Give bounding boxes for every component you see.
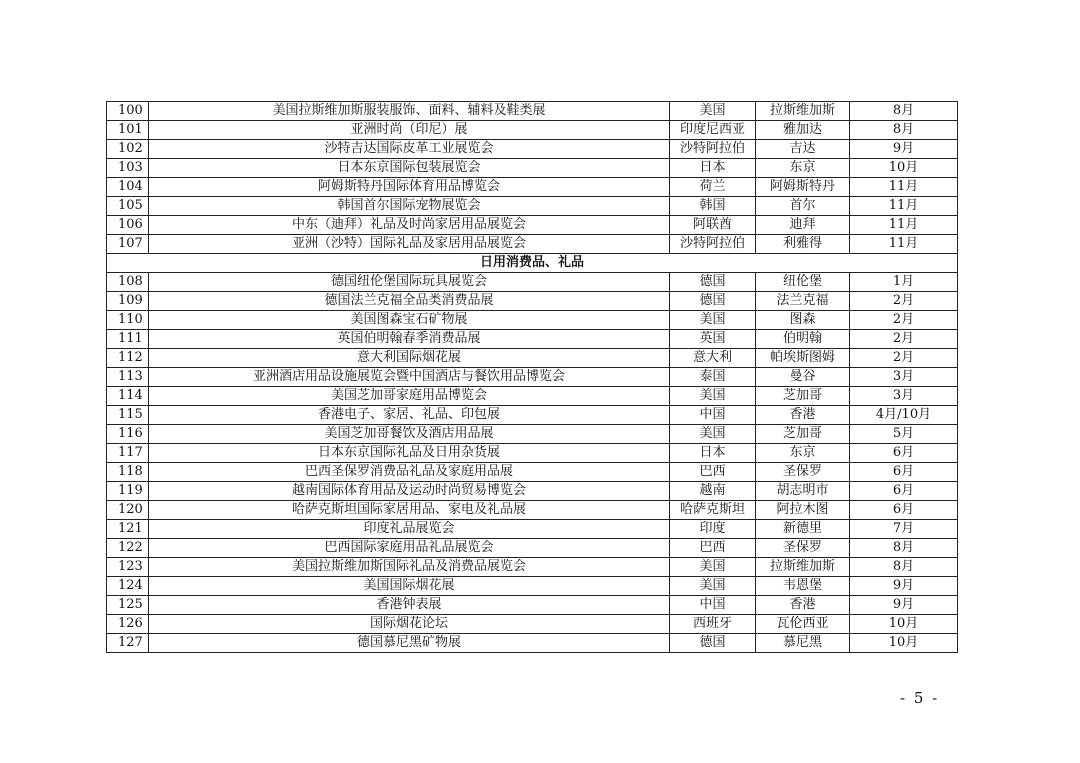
month-cell: 8月 (850, 102, 958, 121)
page-number: - 5 - (900, 689, 940, 707)
exhibition-name: 德国法兰克福全品类消费品展 (149, 292, 670, 311)
month-cell: 9月 (850, 140, 958, 159)
exhibition-name: 亚洲（沙特）国际礼品及家居用品展览会 (149, 235, 670, 254)
country-cell: 沙特阿拉伯 (670, 235, 756, 254)
row-number: 126 (107, 615, 149, 634)
country-cell: 英国 (670, 330, 756, 349)
country-cell: 哈萨克斯坦 (670, 501, 756, 520)
city-cell: 芝加哥 (756, 387, 850, 406)
month-cell: 10月 (850, 159, 958, 178)
row-number: 110 (107, 311, 149, 330)
table-row (107, 444, 958, 463)
table-row (107, 292, 958, 311)
month-cell: 8月 (850, 558, 958, 577)
row-number: 123 (107, 558, 149, 577)
month-cell: 2月 (850, 311, 958, 330)
country-cell: 美国 (670, 311, 756, 330)
exhibition-name: 德国纽伦堡国际玩具展览会 (149, 273, 670, 292)
country-cell: 中国 (670, 596, 756, 615)
city-cell: 曼谷 (756, 368, 850, 387)
row-number: 112 (107, 349, 149, 368)
month-cell: 2月 (850, 292, 958, 311)
row-number: 120 (107, 501, 149, 520)
month-cell: 2月 (850, 330, 958, 349)
exhibition-name: 亚洲酒店用品设施展览会暨中国酒店与餐饮用品博览会 (149, 368, 670, 387)
city-cell: 迪拜 (756, 216, 850, 235)
city-cell: 雅加达 (756, 121, 850, 140)
table-row (107, 311, 958, 330)
exhibition-name: 意大利国际烟花展 (149, 349, 670, 368)
country-cell: 泰国 (670, 368, 756, 387)
month-cell: 3月 (850, 368, 958, 387)
city-cell: 香港 (756, 596, 850, 615)
exhibition-name: 沙特吉达国际皮革工业展览会 (149, 140, 670, 159)
exhibition-name: 美国国际烟花展 (149, 577, 670, 596)
city-cell: 首尔 (756, 197, 850, 216)
section-title: 日用消费品、礼品 (107, 254, 958, 273)
table-body (107, 102, 958, 653)
month-cell: 10月 (850, 615, 958, 634)
exhibition-name: 美国拉斯维加斯国际礼品及消费品展览会 (149, 558, 670, 577)
table-row (107, 216, 958, 235)
table-row (107, 596, 958, 615)
table-row (107, 539, 958, 558)
city-cell: 胡志明市 (756, 482, 850, 501)
exhibition-name: 越南国际体育用品及运动时尚贸易博览会 (149, 482, 670, 501)
country-cell: 巴西 (670, 539, 756, 558)
table-row (107, 102, 958, 121)
row-number: 127 (107, 634, 149, 653)
table-row (107, 197, 958, 216)
row-number: 121 (107, 520, 149, 539)
row-number: 111 (107, 330, 149, 349)
exhibition-name: 美国芝加哥家庭用品博览会 (149, 387, 670, 406)
country-cell: 印度尼西亚 (670, 121, 756, 140)
row-number: 115 (107, 406, 149, 425)
city-cell: 拉斯维加斯 (756, 558, 850, 577)
month-cell: 6月 (850, 463, 958, 482)
row-number: 125 (107, 596, 149, 615)
country-cell: 美国 (670, 425, 756, 444)
table-row (107, 235, 958, 254)
country-cell: 德国 (670, 292, 756, 311)
month-cell: 9月 (850, 577, 958, 596)
table-row (107, 520, 958, 539)
city-cell: 芝加哥 (756, 425, 850, 444)
country-cell: 阿联酋 (670, 216, 756, 235)
row-number: 107 (107, 235, 149, 254)
row-number: 101 (107, 121, 149, 140)
city-cell: 香港 (756, 406, 850, 425)
city-cell: 瓦伦西亚 (756, 615, 850, 634)
country-cell: 美国 (670, 102, 756, 121)
exhibition-name: 美国图森宝石矿物展 (149, 311, 670, 330)
month-cell: 6月 (850, 482, 958, 501)
table-row (107, 159, 958, 178)
row-number: 102 (107, 140, 149, 159)
table-row (107, 501, 958, 520)
month-cell: 11月 (850, 197, 958, 216)
month-cell: 3月 (850, 387, 958, 406)
country-cell: 中国 (670, 406, 756, 425)
month-cell: 6月 (850, 444, 958, 463)
city-cell: 图森 (756, 311, 850, 330)
table-row (107, 406, 958, 425)
table-row (107, 558, 958, 577)
month-cell: 1月 (850, 273, 958, 292)
month-cell: 2月 (850, 349, 958, 368)
table-row (107, 634, 958, 653)
exhibition-name: 中东（迪拜）礼品及时尚家居用品展览会 (149, 216, 670, 235)
city-cell: 法兰克福 (756, 292, 850, 311)
city-cell: 吉达 (756, 140, 850, 159)
month-cell: 9月 (850, 596, 958, 615)
row-number: 113 (107, 368, 149, 387)
month-cell: 8月 (850, 539, 958, 558)
exhibition-name: 韩国首尔国际宠物展览会 (149, 197, 670, 216)
country-cell: 沙特阿拉伯 (670, 140, 756, 159)
table-row (107, 349, 958, 368)
country-cell: 日本 (670, 444, 756, 463)
table-row (107, 178, 958, 197)
city-cell: 纽伦堡 (756, 273, 850, 292)
table-row (107, 425, 958, 444)
table-row (107, 577, 958, 596)
month-cell: 10月 (850, 634, 958, 653)
month-cell: 11月 (850, 235, 958, 254)
city-cell: 阿姆斯特丹 (756, 178, 850, 197)
row-number: 119 (107, 482, 149, 501)
country-cell: 美国 (670, 577, 756, 596)
row-number: 104 (107, 178, 149, 197)
city-cell: 利雅得 (756, 235, 850, 254)
row-number: 124 (107, 577, 149, 596)
city-cell: 拉斯维加斯 (756, 102, 850, 121)
month-cell: 4月/10月 (850, 406, 958, 425)
city-cell: 阿拉木图 (756, 501, 850, 520)
exhibition-name: 香港电子、家居、礼品、印包展 (149, 406, 670, 425)
row-number: 100 (107, 102, 149, 121)
city-cell: 伯明翰 (756, 330, 850, 349)
exhibition-name: 英国伯明翰春季消费品展 (149, 330, 670, 349)
exhibition-name: 美国芝加哥餐饮及酒店用品展 (149, 425, 670, 444)
country-cell: 荷兰 (670, 178, 756, 197)
country-cell: 巴西 (670, 463, 756, 482)
row-number: 103 (107, 159, 149, 178)
city-cell: 东京 (756, 444, 850, 463)
table-row (107, 482, 958, 501)
country-cell: 意大利 (670, 349, 756, 368)
row-number: 118 (107, 463, 149, 482)
exhibition-name: 国际烟花论坛 (149, 615, 670, 634)
city-cell: 慕尼黑 (756, 634, 850, 653)
row-number: 116 (107, 425, 149, 444)
exhibition-name: 日本东京国际包装展览会 (149, 159, 670, 178)
exhibition-name: 日本东京国际礼品及日用杂货展 (149, 444, 670, 463)
table-row (107, 463, 958, 482)
month-cell: 7月 (850, 520, 958, 539)
country-cell: 韩国 (670, 197, 756, 216)
exhibition-name: 巴西国际家庭用品礼品展览会 (149, 539, 670, 558)
country-cell: 西班牙 (670, 615, 756, 634)
city-cell: 韦恩堡 (756, 577, 850, 596)
country-cell: 美国 (670, 558, 756, 577)
city-cell: 东京 (756, 159, 850, 178)
table-row (107, 615, 958, 634)
table-row (107, 330, 958, 349)
country-cell: 印度 (670, 520, 756, 539)
city-cell: 新德里 (756, 520, 850, 539)
table-row (107, 140, 958, 159)
exhibition-name: 巴西圣保罗消费品礼品及家庭用品展 (149, 463, 670, 482)
exhibition-name: 亚洲时尚（印尼）展 (149, 121, 670, 140)
month-cell: 11月 (850, 178, 958, 197)
month-cell: 5月 (850, 425, 958, 444)
city-cell: 圣保罗 (756, 539, 850, 558)
city-cell: 帕埃斯图姆 (756, 349, 850, 368)
row-number: 106 (107, 216, 149, 235)
row-number: 117 (107, 444, 149, 463)
section-header-row (107, 254, 958, 273)
exhibition-name: 哈萨克斯坦国际家居用品、家电及礼品展 (149, 501, 670, 520)
table-row (107, 387, 958, 406)
table-row (107, 368, 958, 387)
country-cell: 德国 (670, 273, 756, 292)
month-cell: 6月 (850, 501, 958, 520)
exhibition-name: 香港钟表展 (149, 596, 670, 615)
row-number: 122 (107, 539, 149, 558)
exhibition-name: 阿姆斯特丹国际体育用品博览会 (149, 178, 670, 197)
country-cell: 德国 (670, 634, 756, 653)
month-cell: 8月 (850, 121, 958, 140)
row-number: 109 (107, 292, 149, 311)
row-number: 105 (107, 197, 149, 216)
exhibition-name: 德国慕尼黑矿物展 (149, 634, 670, 653)
exhibition-name: 美国拉斯维加斯服装服饰、面料、辅料及鞋类展 (149, 102, 670, 121)
row-number: 108 (107, 273, 149, 292)
table-row (107, 121, 958, 140)
city-cell: 圣保罗 (756, 463, 850, 482)
country-cell: 越南 (670, 482, 756, 501)
country-cell: 日本 (670, 159, 756, 178)
month-cell: 11月 (850, 216, 958, 235)
exhibition-name: 印度礼品展览会 (149, 520, 670, 539)
row-number: 114 (107, 387, 149, 406)
exhibition-table (106, 101, 958, 653)
country-cell: 美国 (670, 387, 756, 406)
table-row (107, 273, 958, 292)
